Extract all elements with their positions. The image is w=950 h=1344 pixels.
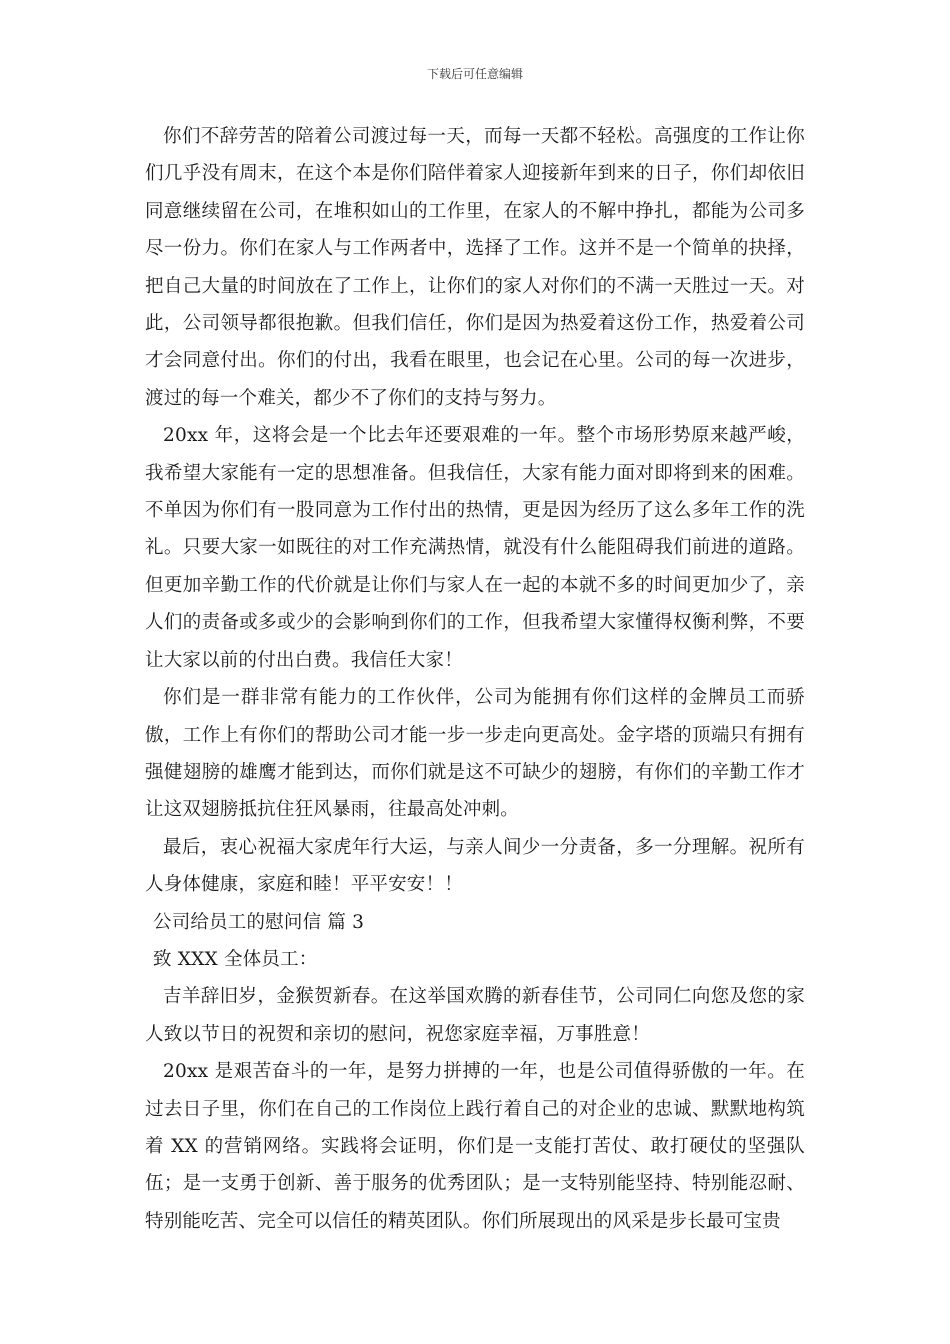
paragraph-5: 吉羊辞旧岁，金猴贺新春。在这举国欢腾的新春佳节，公司同仁向您及您的家人致以节日的祝贺和亲切的慰问，祝您家庭幸福，万事胜意！ [145,986,805,1045]
paragraph-6: 20xx 是艰苦奋斗的一年，是努力拼搏的一年，也是公司值得骄傲的一年。在过去日子里，你们在自己的工作岗位上践行着自己的对企业的忠诚、默默地构筑着 XX 的营销网络。实践将会证明，你们是一支能打苦仗、敢打硬仗的坚强队伍；是一支勇于创新、善于服务的优秀团队；是一支特别能坚持、特别能忍耐、特别能吃苦、完全可以信任的精英团队。你们所展现出的风采是步长最可宝贵 [145,1061,805,1232]
section-title: 公司给员工的慰问信 篇 3 [153,911,365,933]
paragraph-3: 你们是一群非常有能力的工作伙伴，公司为能拥有你们这样的金牌员工而骄傲，工作上有你们的帮助公司才能一步一步走向更高处。金字塔的顶端只有拥有强健翅膀的雄鹰才能到达，而你们就是这不可缺少的翅膀，有你们的辛勤工作才让这双翅膀抵抗住狂风暴雨，往最高处冲刺。 [145,687,805,821]
paragraph-4: 最后，衷心祝福大家虎年行大运，与亲人间少一分责备，多一分理解。祝所有人身体健康，家庭和睦！平平安安！！ [145,836,805,896]
salutation: 致 XXX 全体员工： [153,948,318,970]
paragraph-1: 你们不辞劳苦的陪着公司渡过每一天，而每一天都不轻松。高强度的工作让你们几乎没有周末，在这个本是你们陪伴着家人迎接新年到来的日子，你们却依旧同意继续留在公司，在堆积如山的工作里，在家人的不解中挣扎，都能为公司多尽一份力。你们在家人与工作两者中，选择了工作。这并不是一个简单的抉择，把自己大量的时间放在了工作上，让你们的家人对你们的不满一天胜过一天。对此，公司领导都很抱歉。但我们信任，你们是因为热爱着这份工作，热爱着公司才会同意付出。你们的付出，我看在眼里，也会记在心里。公司的每一次进步，渡过的每一个难关，都少不了你们的支持与努力。 [145,126,805,409]
document-body [145,118,805,1240]
paragraph-2: 20xx 年，这将会是一个比去年还要艰难的一年。整个市场形势原来越严峻，我希望大家能有一定的思想准备。但我信任，大家有能力面对即将到来的困难。不单因为你们有一股同意为工作付出的热情，更是因为经历了这么多年工作的洗礼。只要大家一如既往的对工作充满热情，就没有什么能阻碍我们前进的道路。但更加辛勤工作的代价就是让你们与家人在一起的本就不多的时间更加少了，亲人们的责备或多或少的会影响到你们的工作，但我希望大家懂得权衡利弊，不要让大家以前的付出白费。我信任大家！ [145,425,805,671]
page-header-note: 下载后可任意编辑 [426,67,523,81]
